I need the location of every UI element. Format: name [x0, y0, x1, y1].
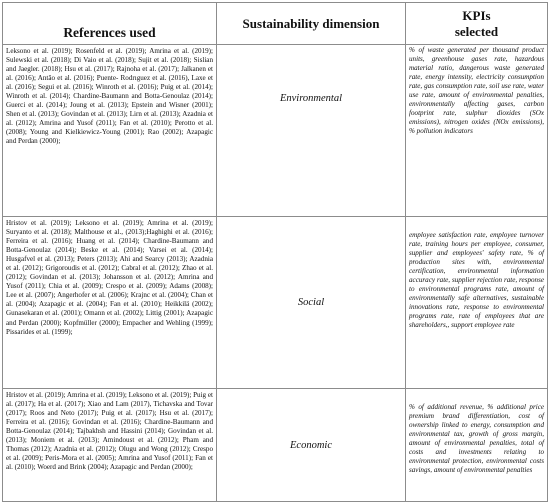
- header-references: References used: [3, 3, 217, 45]
- table-row-social: [3, 217, 548, 389]
- references-cell: Hristov et al. (2019); Leksono et al. (2019); Amrina et al. (2019); Suryanto et al. (2018); Malthouse et al., (2013);Haghighi et al. (2016); Ferreira et al. (2016); Huang et al. (2014); Chardine-Baumann and Botta-Genoulaz (2014); Beske et al. (2014); Varsei et al. (2014); Husgafvel et al. (2013); Peters (2013); Ahi and Searcy (2013); Azadnia et al. (2012); Grigoroudis et al. (2012); Cabral et al. (2012); Zhao et al. (2012); Govindan et al. (2013); Johansson et al. (2012); Amrina and Yusof (2011); Chia et al. (2009); Crespo et al. (2009); Adams (2008); Lee et al. (2007); Angerhofer et al. (2006); Krajnc et al. (2004); Chan et al. (2004); Azapagic et al. (2004); Fan et al. (2010); Heikkilä (2002); Gunasekaran et al. (2001); Omann et al. (2002); Littig (2001); Azapagic and Perdan (2000); Kopfmüller (2000); Empacher and Wehling (1999); Pissarides et al. (1999);: [3, 217, 217, 389]
- references-cell: Hristov et al. (2019); Amrina et al. (2019); Leksono et al. (2019); Puig et al. (2017); Ha et al. (2017); Xiao and Lam (2017), Tichavska and Tovar (2017); Roos and Neto (2017); Puig et al. (2017); Hsu et al. (2017); Ferreira et al. (2016); Govindan et al. (2016); Chardine-Baumann and Botta-Genoulaz (2014); Tajbakhsh and Hassini (2014); Govindan et al. (2013); Moniem et al. (2013); Amindoust et al. (2012); Pham and Thomas (2012); Azadnia et al. (2012); Olugu and Wong (2012); Crespo et al. (2009); Peris-Mora et al. (2005); Amrina and Yusof (2011); Fan et al. (2010); Woerd and Brink (2004); Azapagic and Perdan (2000);: [3, 389, 217, 502]
- header-kpis-line2: selected: [454, 23, 499, 39]
- kpis-cell: % of waste generated per thousand product units, greenhouse gases rate, hazardous material ratio, dangerous waste generated rate, energy intensity, electricity consumption rate, gas consumption rate, soil use rate, water use rate, amount of environmental penalties, environmentally affecting gases, carbon footprint rate, sulphur dioxides (SOx emissions), nitrogen oxides (NOx emissions), % pollution indicators: [406, 45, 548, 217]
- dimension-cell: Social: [217, 217, 406, 389]
- sustainability-kpi-table-container: [2, 2, 547, 500]
- table-row-environmental: [3, 45, 548, 217]
- kpis-cell: employee satisfaction rate, employee turnover rate, training hours per employee, consumer, supplier and employees' safety rate, % of production sites with, environmental certification, environmental information accuracy rate, supplier rejection rate, response to environmental programs rate, amount of environmentally safe alternatives, sustainable innovations rate, response to environmental programs rate, rate of employees that are shareholders,, support employee rate: [406, 217, 548, 389]
- dimension-cell: Economic: [217, 389, 406, 502]
- table-row-economic: [3, 389, 548, 502]
- header-dimension: Sustainability dimension: [217, 3, 406, 45]
- kpis-cell: % of additional revenue, % additional price premium brand differentiation, cost of ownership linked to energy, consumption and environmental tax, growth of gross margin, amount of environmental penalties, total of costs and investments relating to environmental protection, environmental costs savings, amount of environmental penalties: [406, 389, 548, 502]
- sustainability-kpi-table: [2, 2, 548, 502]
- header-kpis: [406, 3, 548, 45]
- header-kpis-line1: KPIs: [462, 7, 491, 23]
- dimension-cell: Environmental: [217, 45, 406, 217]
- header-row: [3, 3, 548, 45]
- references-cell: Leksono et al. (2019); Rosenfeld et al. (2019); Amrina et al. (2019); Sulewski et al. (2018); Di Vaio et al. (2018); Sujit et al. (2018); Sislian and Jaegler. (2018); Hsu et al. (2017); Rajnoha et al. (2017); Jalkanen et al. (2016); Antão et al. (2016); Puente- Rodrıguez et al. (2016), Laxe et al. (2016); Segui et al. (2016); Winroth et al. (2016); Puig et al. (2014); Winroth et al. (2014); Chardine-Baumann and Botta-Genoulaz (2014); Guerci et al. (2014); Joung et al. (2013); Epstein and Wisner (2001); Shen et al. (2013); Govindan et al. (2013); Lirn et al. (2013); Azadnia et al. (2012); Amrina and Yusof (2011); Fan et al. (2010); Perotto et al. (2008); Young and Kielkiewicz-Young (2001); Rao (2002); Azapagic and Perdan (2000);: [3, 45, 217, 217]
